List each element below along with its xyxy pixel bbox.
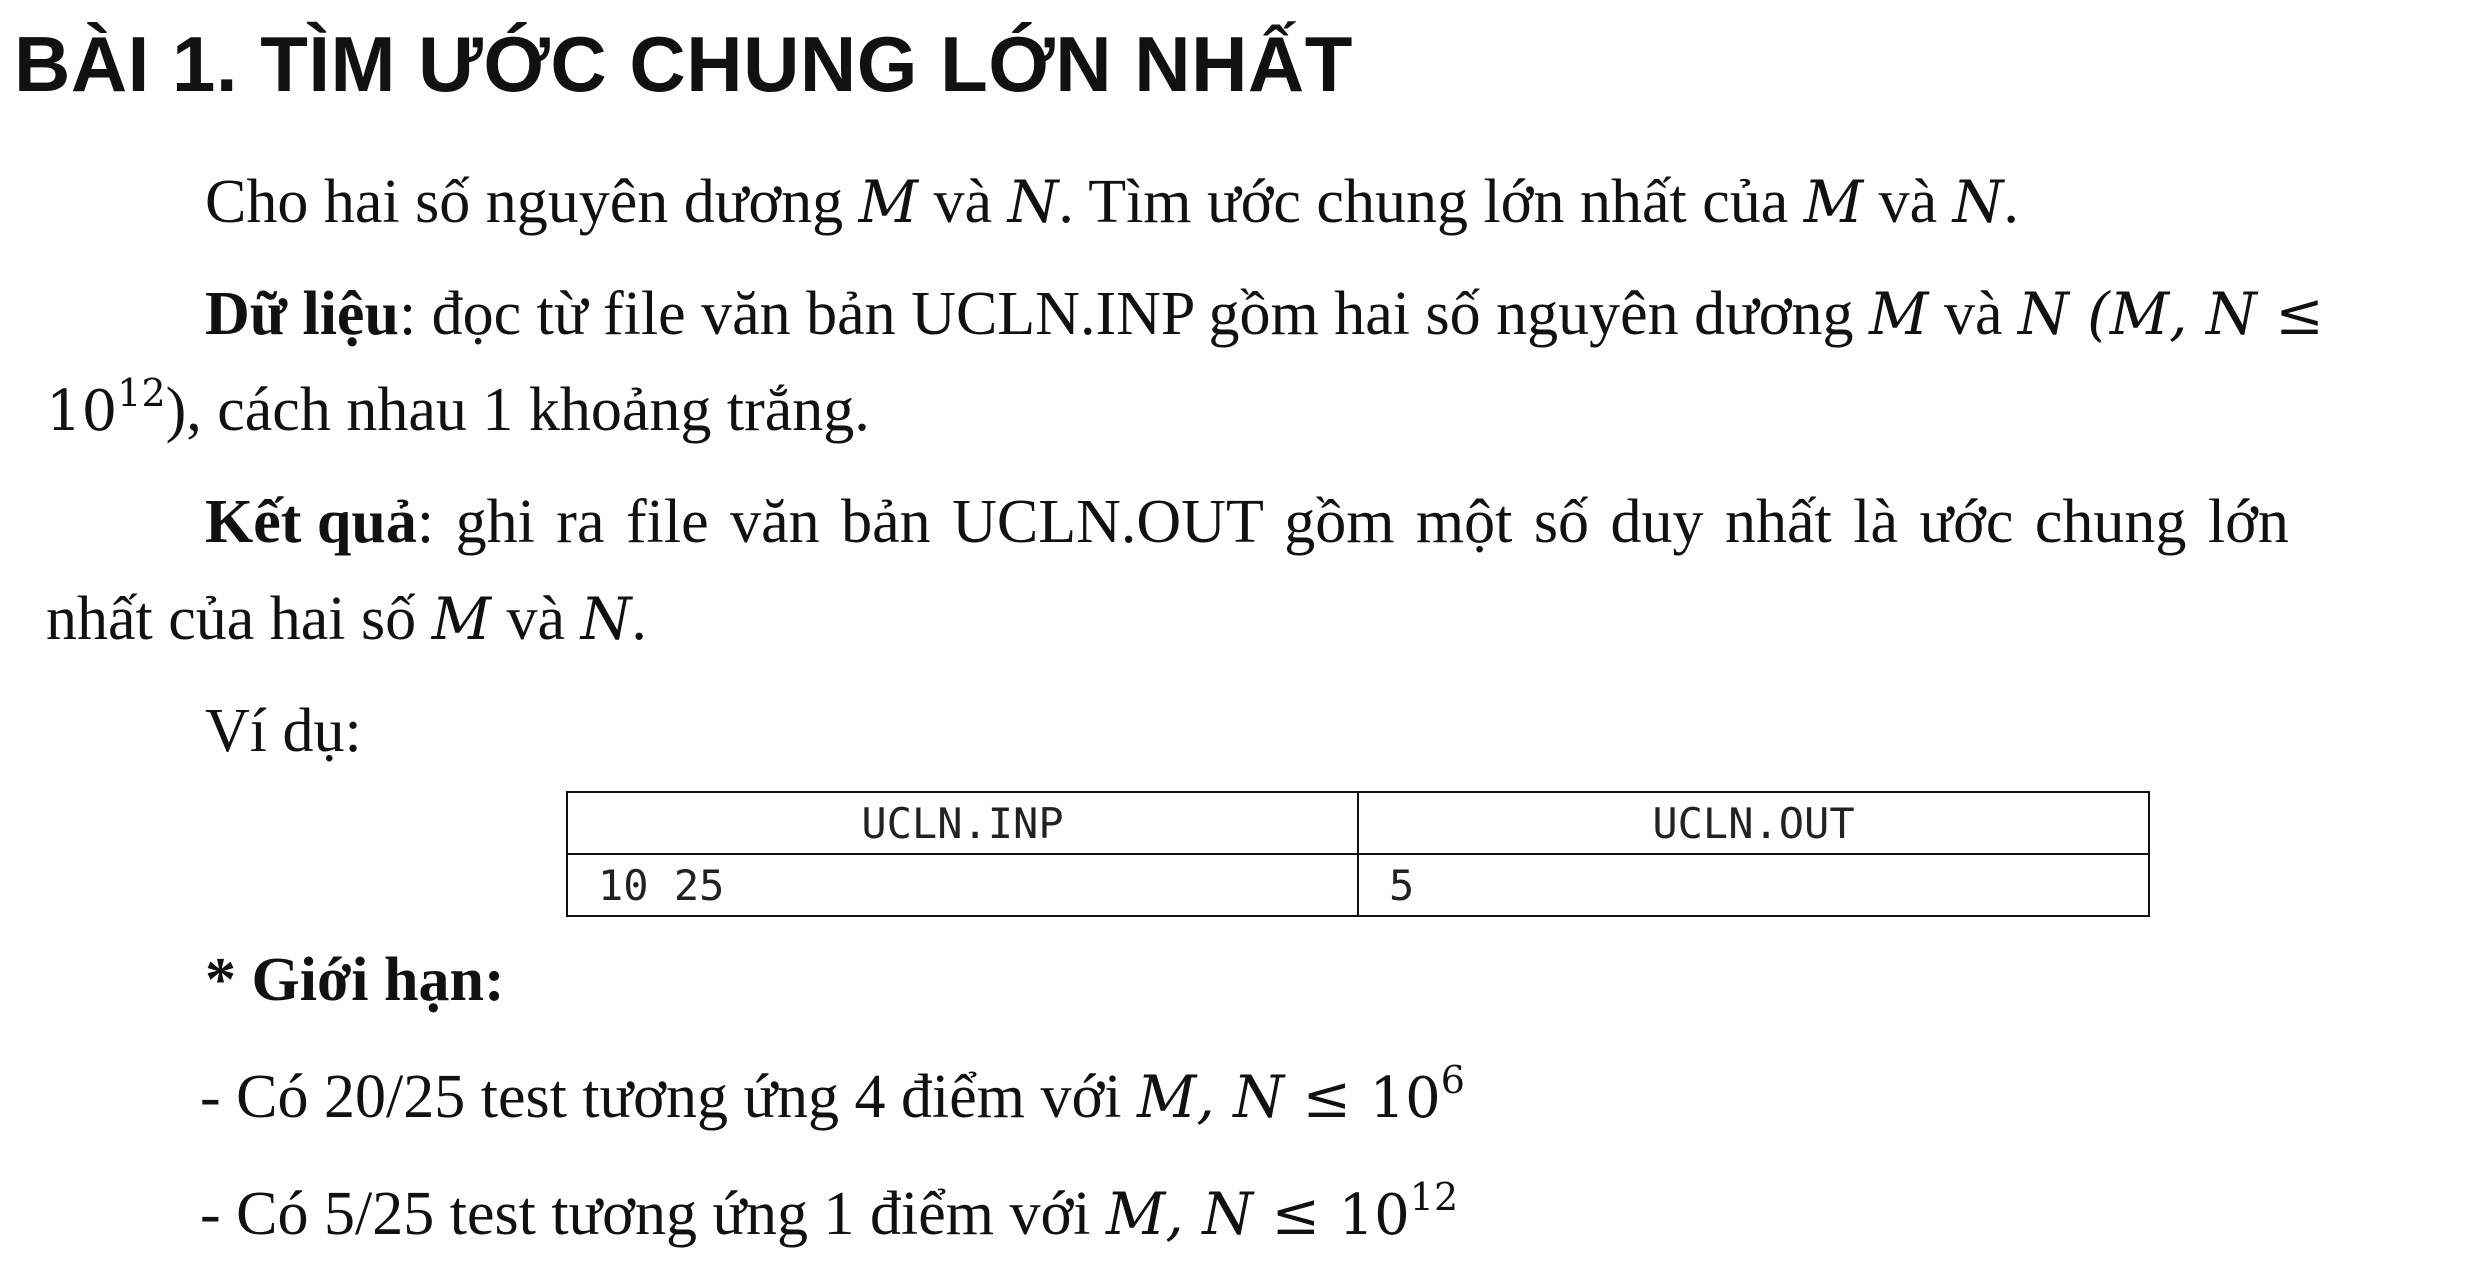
limit-item-1-base: 10 (1369, 1066, 1441, 1131)
limit-item-1-math: M, N ≤ (1137, 1063, 1370, 1131)
example-table (566, 791, 2150, 917)
statement-and: và (918, 168, 1008, 236)
output-text-2: nhất của hai số (46, 585, 432, 653)
example-cell-input: 10 25 (567, 854, 1358, 916)
input-and: và (1928, 280, 2018, 348)
output-text: : ghi ra file văn bản UCLN.OUT gồm một số duy nhất là ước chung lớn (416, 488, 2289, 556)
limit-item-2 (200, 1175, 1459, 1248)
output-label: Kết quả (205, 488, 417, 556)
limits-heading: * Giới hạn: (205, 946, 505, 1014)
output-var-m: M (431, 585, 492, 653)
output-var-n: N (580, 585, 632, 653)
statement-and-2: và (1863, 168, 1953, 236)
example-label: Ví dụ: (205, 697, 362, 765)
input-constraint-open: (M, N ≤ (2068, 280, 2324, 348)
input-var-m: M (1869, 280, 1929, 348)
input-description-line2 (46, 371, 870, 444)
limit-item-1-exp: 6 (1440, 1058, 1465, 1102)
input-description-line1 (205, 280, 2455, 348)
input-constraint-base: 10 (46, 379, 118, 444)
input-label: Dữ liệu (205, 280, 399, 348)
limit-item-2-base: 10 (1338, 1183, 1410, 1248)
example-cell-output: 5 (1358, 854, 2149, 916)
limit-item-1 (200, 1058, 1465, 1131)
output-and: và (491, 585, 581, 653)
input-constraint-exp: 12 (117, 371, 166, 415)
var-n-2: N (1952, 168, 2004, 236)
example-table-row (567, 854, 2149, 916)
limit-item-2-text: - Có 5/25 test tương ứng 1 điểm với (200, 1180, 1107, 1248)
input-text-2: ), cách nhau 1 khoảng trắng. (165, 376, 870, 444)
statement-suffix: . (2003, 168, 2019, 236)
var-m: M (858, 168, 919, 236)
statement-middle: . Tìm ước chung lớn nhất của (1058, 168, 1804, 236)
example-table-header-row (567, 792, 2149, 854)
limit-item-2-exp: 12 (1409, 1175, 1459, 1219)
var-n: N (1007, 168, 1059, 236)
limit-item-2-math: M, N ≤ (1106, 1180, 1339, 1248)
statement-prefix: Cho hai số nguyên dương (205, 168, 859, 236)
example-header-output: UCLN.OUT (1358, 792, 2149, 854)
output-suffix: . (631, 585, 647, 653)
output-description-line2 (46, 585, 647, 653)
problem-statement (205, 168, 2019, 236)
example-header-input: UCLN.INP (567, 792, 1358, 854)
limit-item-1-text: - Có 20/25 test tương ứng 4 điểm với (200, 1063, 1138, 1131)
output-description-line1 (205, 488, 2455, 556)
input-var-n: N (2017, 280, 2069, 348)
input-text: : đọc từ file văn bản UCLN.INP gồm hai số nguyên dương (398, 280, 1870, 348)
var-m-2: M (1803, 168, 1864, 236)
problem-title: BÀI 1. TÌM ƯỚC CHUNG LỚN NHẤT (14, 20, 1353, 108)
